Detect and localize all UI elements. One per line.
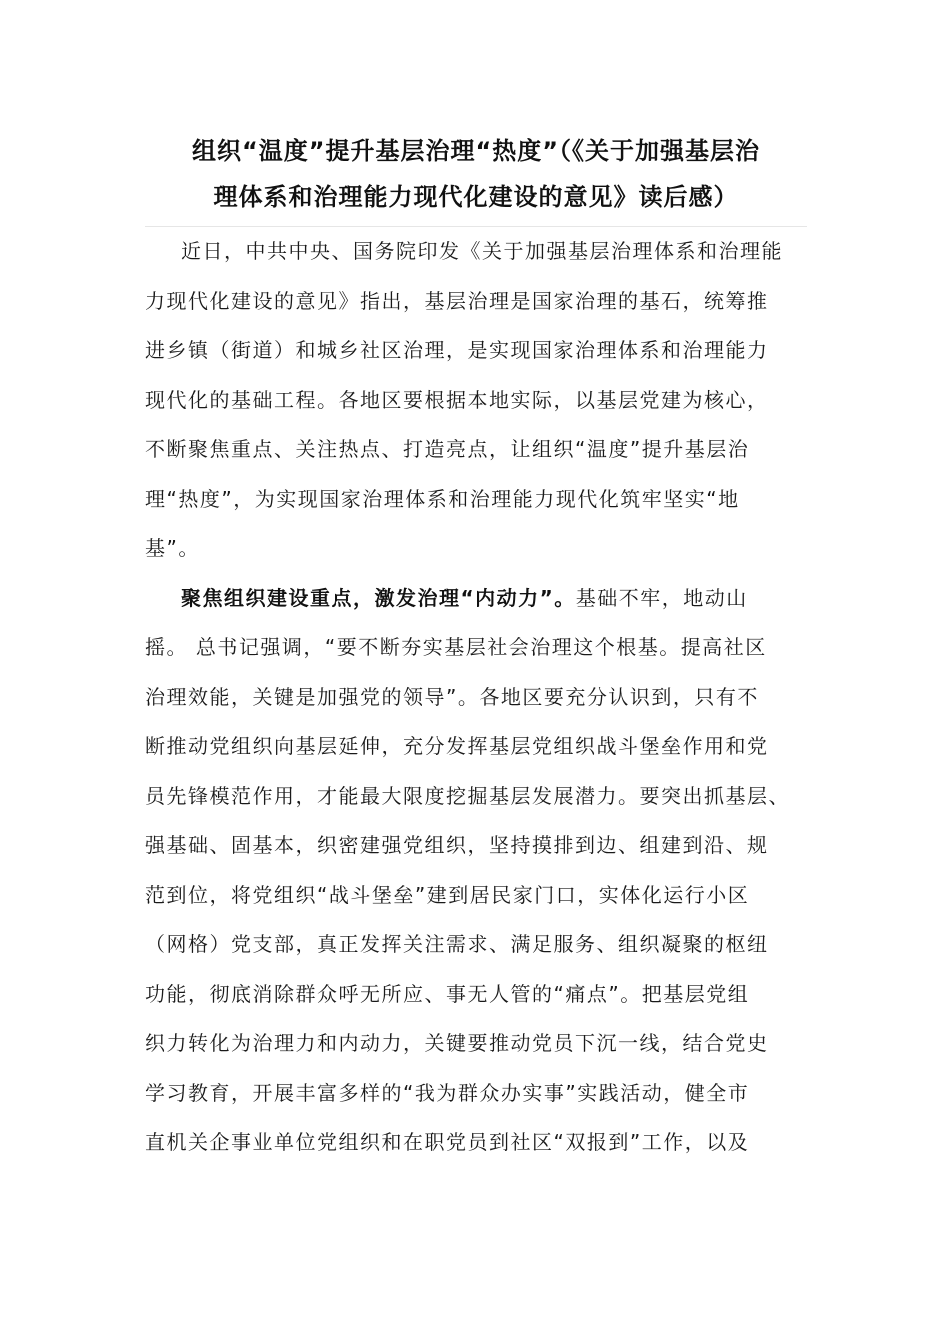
paragraph-1 <box>145 230 810 577</box>
text-line: 近日，中共中央、国务院印发《关于加强基层治理体系和治理能 <box>181 239 783 263</box>
text-line: 基”。 <box>145 536 200 560</box>
paragraph-2 <box>145 577 810 1171</box>
text-line: 织力转化为治理力和内动力，关键要推动党员下沉一线，结合党史 <box>145 1031 769 1055</box>
text-line: 功能，彻底消除群众呼无所应、事无人管的“痛点”。把基层党组 <box>145 981 750 1006</box>
text-line: 断推动党组织向基层延伸，充分发挥基层党组织战斗堡垒作用和党 <box>145 734 769 758</box>
text-line: 治理效能，关键是加强党的领导”。各地区要充分认识到，只有不 <box>145 684 759 709</box>
text-line: 理“热度”，为实现国家治理体系和治理能力现代化筑牢坚实“地 <box>145 486 740 511</box>
document-body <box>145 230 810 1171</box>
text-span: 基础不牢，地动山 <box>575 585 748 610</box>
text-line: 现代化的基础工程。各地区要根据本地实际，以基层党建为核心， <box>145 387 769 412</box>
document-title <box>145 128 807 227</box>
text-line: 摇。 总书记强调，“要不断夯实基层社会治理这个根基。提高社区 <box>145 635 767 659</box>
text-line: 员先锋模范作用，才能最大限度挖掘基层发展潜力。要突出抓基层、 <box>145 783 790 808</box>
section-lead-heading: 聚焦组织建设重点，激发治理“内动力”。 <box>181 585 576 610</box>
text-line: （网格）党支部，真正发挥关注需求、满足服务、组织凝聚的枢纽 <box>145 932 769 956</box>
text-line: 强基础、固基本，织密建强党组织，坚持摸排到边、组建到沿、规 <box>145 833 769 857</box>
title-line: 理体系和治理能力现代化建设的意见》读后感） <box>213 183 739 211</box>
text-line: 力现代化建设的意见》指出，基层治理是国家治理的基石，统筹推 <box>145 288 769 313</box>
text-line: 不断聚焦重点、关注热点、打造亮点，让组织“温度”提升基层治 <box>145 437 750 461</box>
title-line: 组织“温度”提升基层治理“热度”（《关于加强基层治 <box>191 137 761 165</box>
text-line: 学习教育，开展丰富多样的“我为群众办实事”实践活动，健全市 <box>145 1080 750 1105</box>
text-line <box>145 577 810 627</box>
text-line: 进乡镇（街道）和城乡社区治理，是实现国家治理体系和治理能力 <box>145 338 769 362</box>
text-line: 范到位，将党组织“战斗堡垒”建到居民家门口，实体化运行小区 <box>145 882 750 907</box>
text-line: 直机关企事业单位党组织和在职党员到社区“双报到”工作，以及 <box>145 1130 750 1154</box>
